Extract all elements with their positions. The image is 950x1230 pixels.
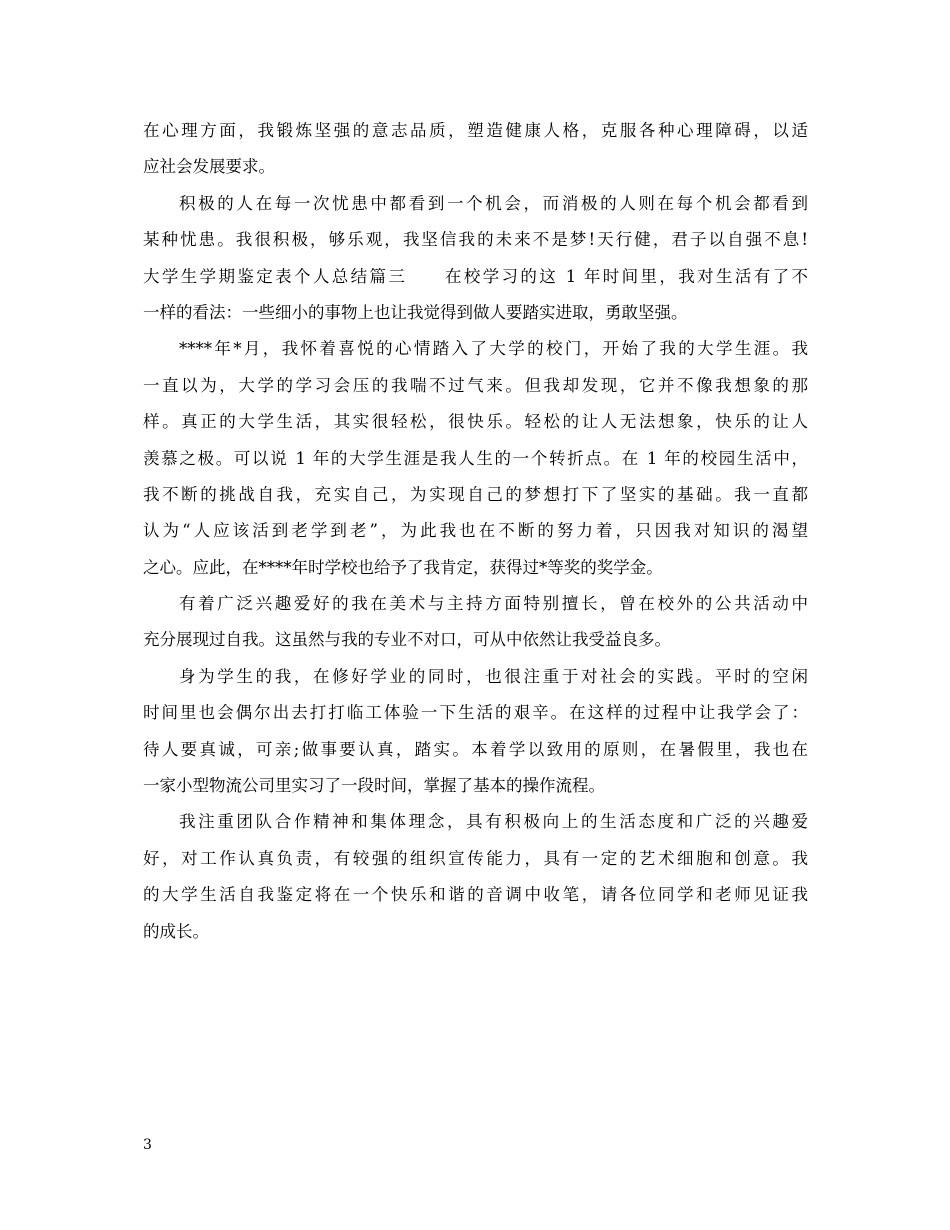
text-line: 积极的人在每一次忧患中都看到一个机会，而消极的人则在每个机会都看到 [179,193,808,213]
text-line: 应社会发展要求。 [143,157,275,177]
text-line: 我注重团队合作精神和集体理念，具有积极向上的生活态度和广泛的兴趣爱 [179,812,808,832]
text-line: 样。真正的大学生活，其实很轻松，很快乐。轻松的让人无法想象，快乐的让人 [143,412,808,432]
text-line: 待人要真诚，可亲;做事要认真，踏实。本着学以致用的原则，在暑假里，我也在 [143,739,808,759]
body-text [143,113,808,950]
text-line: 充分展现过自我。这虽然与我的专业不对口，可从中依然让我受益良多。 [143,630,671,650]
page-number: 3 [143,1137,152,1153]
text-line: 在心理方面，我锻炼坚强的意志品质，塑造健康人格，克服各种心理障碍，以适 [143,121,808,140]
text-line: 我不断的挑战自我，充实自己，为实现自己的梦想打下了坚实的基础。我一直都 [143,484,808,504]
text-line: 某种忧患。我很积极，够乐观，我坚信我的未来不是梦!天行健，君子以自强不息! [143,230,808,250]
text-line: 一样的看法：一些细小的事物上也让我觉得到做人要踏实进取，勇敢坚强。 [143,302,688,322]
text-line: 有着广泛兴趣爱好的我在美术与主持方面特别擅长，曾在校外的公共活动中 [179,594,808,614]
text-line: 认为“人应该活到老学到老”，为此我也在不断的努力着，只因我对知识的渴望 [143,521,808,541]
text-line: 之心。应此，在****年时学校也给予了我肯定，获得过*等奖的奖学金。 [143,557,663,577]
text-line: 羡慕之极。可以说 1 年的大学生涯是我人生的一个转折点。在 1 年的校园生活中， [143,448,808,468]
text-line: 一直以为，大学的学习会压的我喘不过气来。但我却发现，它并不像我想象的那 [143,375,808,395]
text-line: 一家小型物流公司里实习了一段时间，掌握了基本的操作流程。 [143,776,605,796]
text-line: 身为学生的我，在修好学业的同时，也很注重于对社会的实践。平时的空闲 [179,666,808,686]
text-line: 大学生学期鉴定表个人总结篇三 在校学习的这 1 年时间里，我对生活有了不 [143,266,808,286]
text-line: 好，对工作认真负责，有较强的组织宣传能力，具有一定的艺术细胞和创意。我 [143,848,808,868]
text-line: ****年*月，我怀着喜悦的心情踏入了大学的校门，开始了我的大学生涯。我 [179,339,808,359]
text-line: 的大学生活自我鉴定将在一个快乐和谐的音调中收笔，请各位同学和老师见证我 [143,885,808,905]
text-line: 时间里也会偶尔出去打打临工体验一下生活的艰辛。在这样的过程中让我学会了： [143,703,808,723]
text-line: 的成长。 [143,921,209,941]
